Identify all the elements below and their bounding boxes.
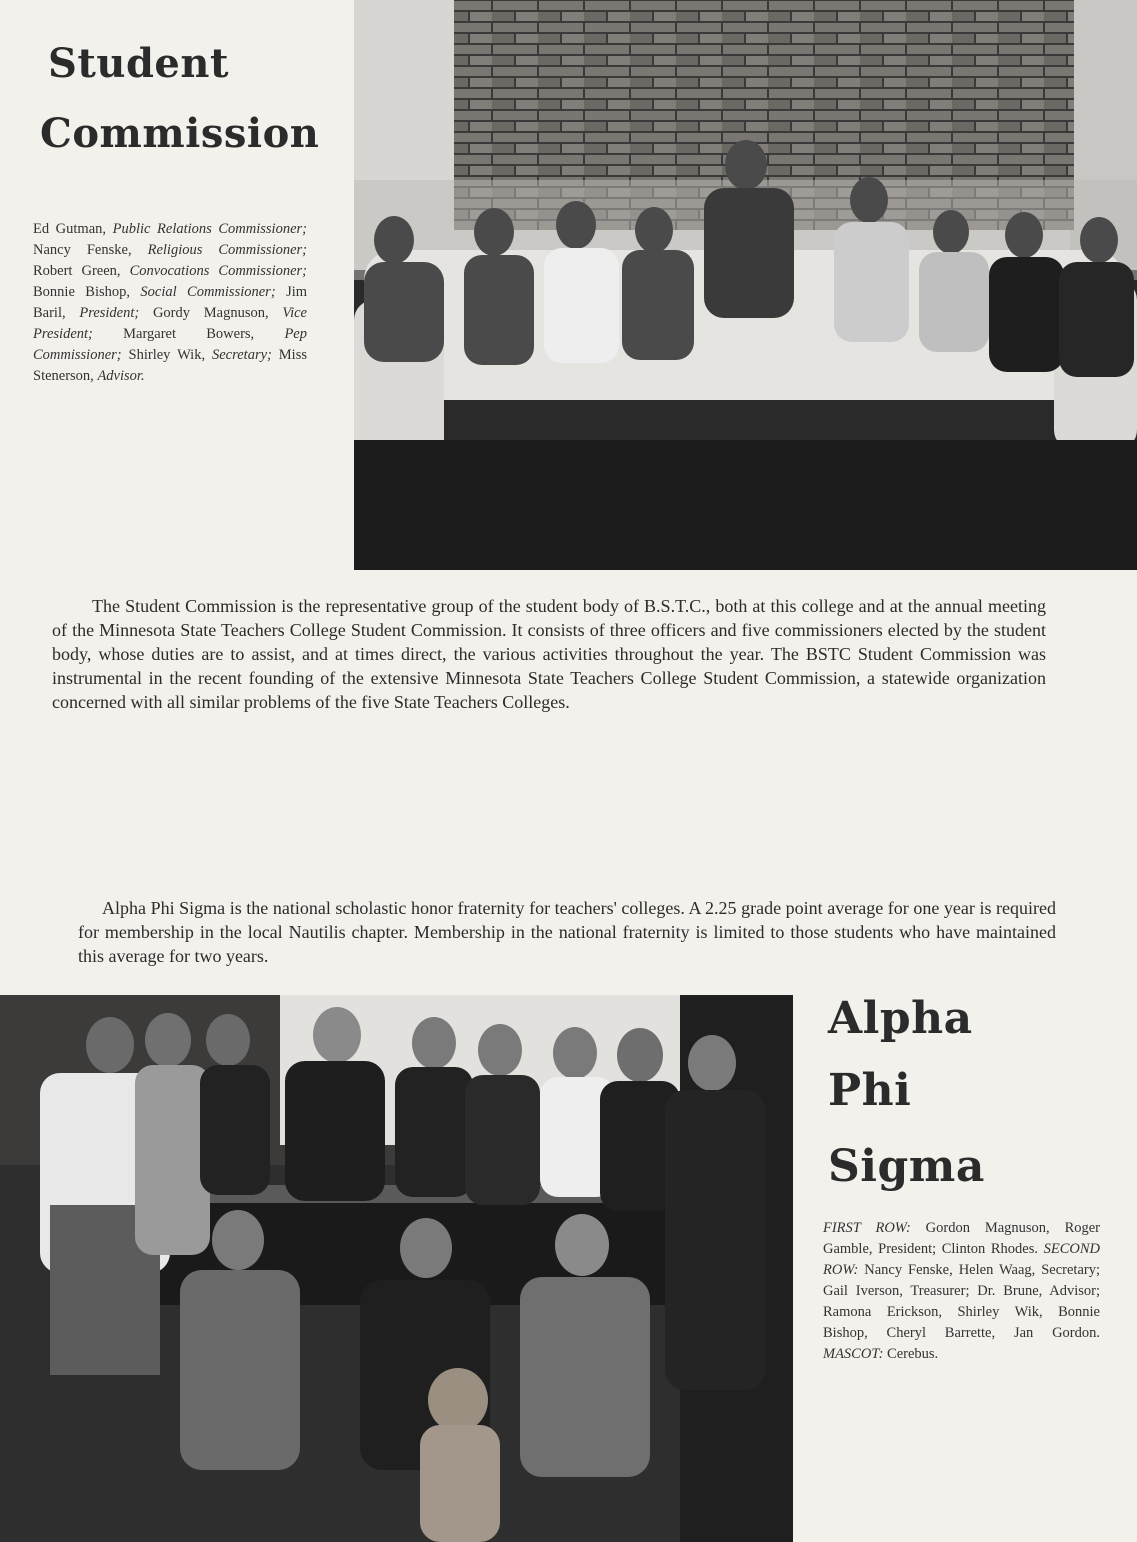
- caption-run: Public Relations Commissioner;: [112, 221, 307, 237]
- caption-run: Religious Commissioner;: [147, 242, 308, 258]
- caption-run: Robert Green,: [33, 263, 130, 279]
- caption-run: President;: [79, 305, 140, 321]
- caption-run: Jim Baril,: [33, 284, 308, 321]
- caption-run: Convocations Commissioner;: [129, 263, 308, 279]
- alpha-phi-sigma-caption: [823, 1218, 1100, 1365]
- caption-run: Gordy Magnuson,: [139, 305, 283, 321]
- caption-run: Social Commissioner;: [140, 284, 276, 300]
- alpha-phi-sigma-photo: [0, 995, 793, 1542]
- student-commission-photo: [354, 0, 1137, 570]
- caption-run: Nancy Fenske,: [33, 242, 148, 258]
- alpha-phi-sigma-body: Alpha Phi Sigma is the national scholastic honor fraternity for teachers' colleges. A 2.25 grade point average for one year is required for membership in the local Nautilis chapter. Membership in the national fraternity is limited to those students who have maintained this average for two years.: [78, 898, 1056, 966]
- caption-run: Advisor.: [97, 368, 145, 384]
- caption-run: FIRST ROW:: [823, 1220, 911, 1236]
- caption-run: Nancy Fenske, Helen Waag, Secretary; Gail Iverson, Treasurer; Dr. Brune, Advisor; Ramona Erickson, Shirley Wik, Bonnie Bishop, Cheryl Barrette, Jan Gordon.: [823, 1262, 1100, 1341]
- alpha-phi-sigma-title-line2: Phi: [828, 1065, 912, 1116]
- student-commission-body: The Student Commission is the representative group of the student body of B.S.T.C., both at this college and at the annual meeting of the Minnesota State Teachers College Student Commission. It consists of three officers and five commissioners elected by the student body, whose duties are to assist, and at times direct, the various activities throughout the year. The BSTC Student Commission was instrumental in the recent founding of the extensive Minnesota State Teachers College Student Commission, a statewide organization concerned with all similar problems of the five State Teachers Colleges.: [52, 596, 1046, 712]
- alpha-phi-sigma-title-line3: Sigma: [828, 1141, 985, 1192]
- caption-run: SECOND ROW:: [823, 1241, 1100, 1278]
- caption-run: Ed Gutman,: [33, 221, 113, 237]
- student-commission-title-line1: Student: [48, 40, 229, 87]
- student-commission-title-line2: Commission: [40, 110, 320, 157]
- caption-run: Cerebus.: [883, 1346, 939, 1362]
- caption-run: Secretary;: [212, 347, 272, 363]
- student-commission-caption: [33, 219, 307, 387]
- caption-run: Shirley Wik,: [121, 347, 212, 363]
- caption-run: MASCOT:: [823, 1346, 884, 1362]
- alpha-phi-sigma-title-line1: Alpha: [828, 993, 973, 1044]
- caption-run: Gordon Magnuson, Roger Gamble, President; Clinton Rhodes.: [823, 1220, 1101, 1257]
- caption-run: Pep Commissioner;: [33, 326, 307, 363]
- caption-run: Bonnie Bishop,: [33, 284, 141, 300]
- caption-run: Miss Stenerson,: [33, 347, 307, 384]
- caption-run: Vice President;: [33, 305, 307, 342]
- caption-run: Margaret Bowers,: [92, 326, 285, 342]
